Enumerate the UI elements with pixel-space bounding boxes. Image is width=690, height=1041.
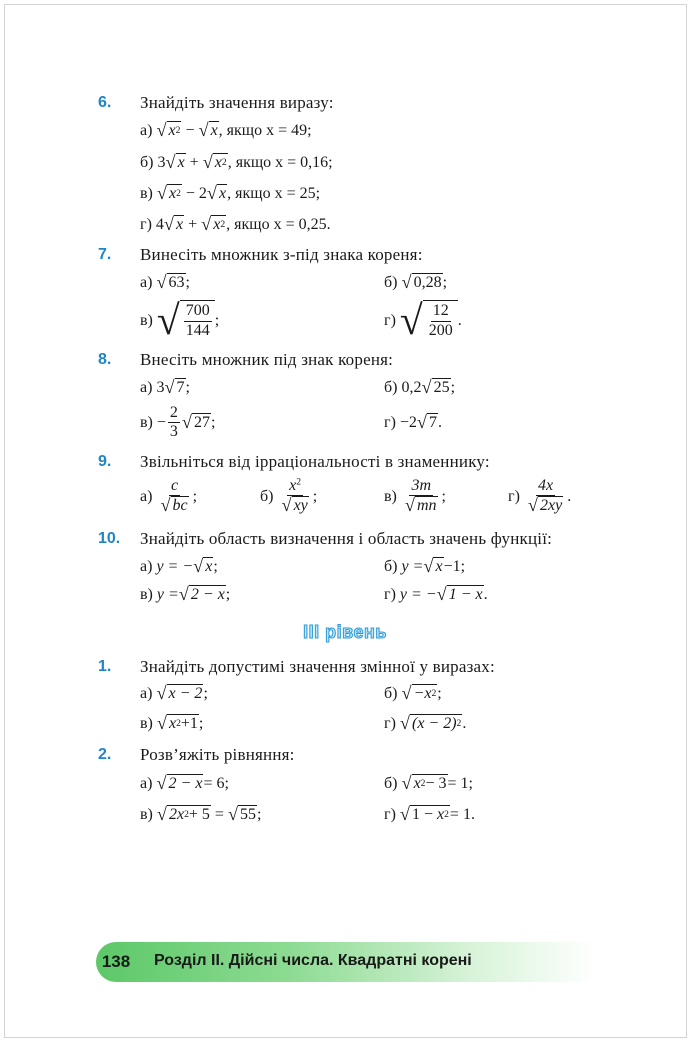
task-10b: б) y = √ x −1 ; <box>384 556 466 576</box>
task-8-text: Внесіть множник під знак кореня: <box>140 350 394 369</box>
task-10-number: 10. <box>98 530 121 547</box>
task3-1b: б) √ −x 2 ; <box>384 683 442 703</box>
task-9a: а) c √ bc ; <box>140 477 198 516</box>
page-number: 138 <box>101 952 131 971</box>
task-8a: а) 3 √ 7 ; <box>140 377 190 397</box>
task-9-number: 9. <box>98 453 112 470</box>
task-6-text: Знайдіть значення виразу: <box>140 93 334 112</box>
task3-2-text: Розв’яжіть рівняння: <box>140 745 295 764</box>
task3-2b: б) √ x 2 − 3 = 1 ; <box>384 773 473 793</box>
task-6b: б) 3 √ x + √ x 2 , якщо x = 0,16; <box>140 152 333 172</box>
task-10v: в) y = √ 2 − x ; <box>140 584 231 604</box>
task-10g: г) y = − √ 1 − x . <box>384 584 488 604</box>
task-7g: г) √ $\frac{12}{200}$ . <box>384 297 462 343</box>
task3-1-text: Знайдіть допустимі значення змінної у виразах: <box>140 657 495 676</box>
task-7b: б) √ 0,28 ; <box>384 272 448 292</box>
level-3-heading: III рівень <box>303 622 387 642</box>
task3-1v: в) √ x 2 +1 ; <box>140 713 204 733</box>
task-7-number: 7. <box>98 246 112 263</box>
task-7a: а) √ 63 ; <box>140 272 190 292</box>
task3-1-number: 1. <box>98 658 112 675</box>
task-6g: г) 4 √ x + √ x 2 , якщо x = 0,25. <box>140 214 331 234</box>
task-6a: а) √ x 2 − √ x , якщо x = 49; <box>140 120 312 140</box>
task3-2-number: 2. <box>98 746 112 763</box>
task3-2v: в) √ 2x 2 + 5 = √ 55 ; <box>140 804 262 824</box>
task-7v: в) √ $\frac{700}{144}$ ; <box>140 297 220 343</box>
task-10a: а) y = − √ x ; <box>140 556 218 576</box>
task-9b: б) $x^2$ √ xy ; <box>260 476 318 516</box>
chapter-title: Розділ ІІ. Дійсні числа. Квадратні корені <box>154 952 472 969</box>
task3-1a: а) √ x − 2 ; <box>140 683 208 703</box>
task-9g: г) 4x √ 2xy . <box>508 477 572 516</box>
task-10-text: Знайдіть область визначення і область значень функції: <box>140 529 553 548</box>
task-8b: б) 0,2 √ 25 ; <box>384 377 456 397</box>
task-8-number: 8. <box>98 351 112 368</box>
task3-2g: г) √ 1 − x 2 = 1 . <box>384 804 475 824</box>
page-border <box>4 4 687 1038</box>
task3-1g: г) √ (x − 2) 2 . <box>384 713 467 733</box>
task-7-text: Винесіть множник з-під знака кореня: <box>140 245 423 264</box>
task-9v: в) 3m √ mn ; <box>384 477 446 516</box>
task3-2a: а) √ 2 − x = 6 ; <box>140 773 229 793</box>
task-8g: г) −2 √ 7 . <box>384 412 443 432</box>
task-6-number: 6. <box>98 94 112 111</box>
task-8v: в) − $\frac{2}{3}$ √ 27 ; <box>140 404 216 441</box>
task-6v: в) √ x 2 − 2 √ x , якщо x = 25; <box>140 183 321 203</box>
task-9-text: Звільніться від ірраціональності в знаменнику: <box>140 452 490 471</box>
